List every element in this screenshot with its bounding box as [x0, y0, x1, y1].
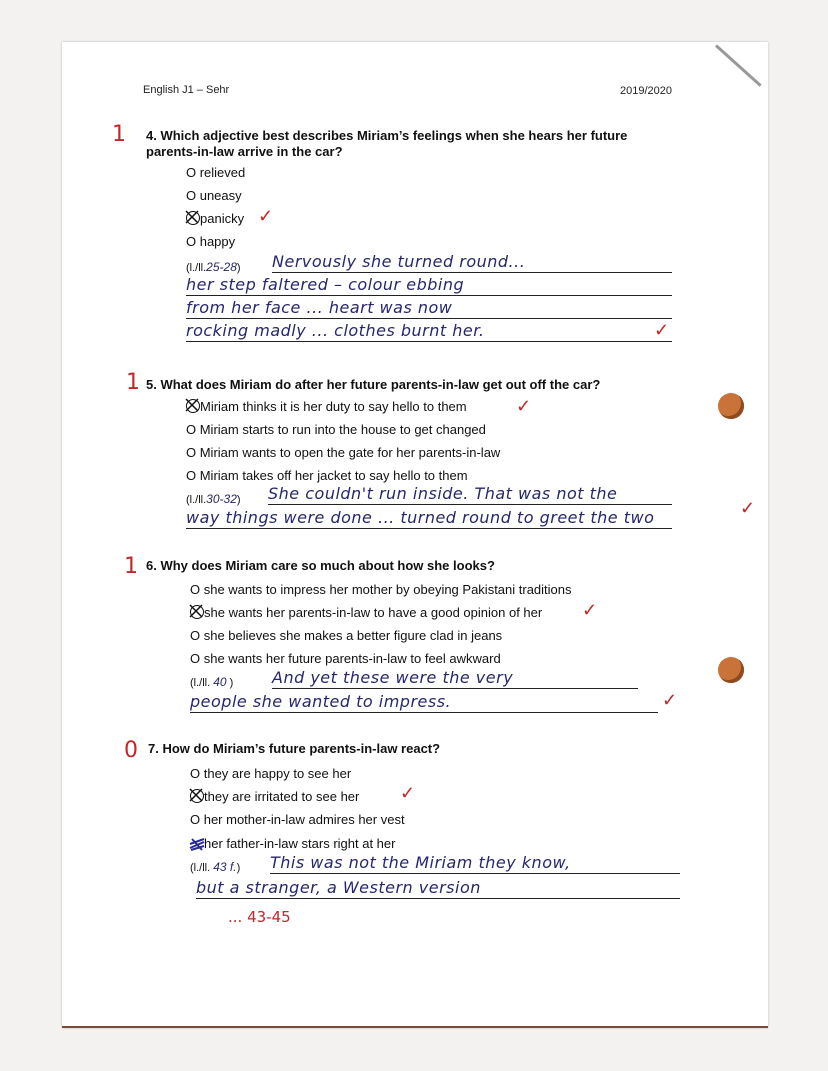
option-label: her father-in-law stars right at her	[204, 836, 396, 851]
crossed-checkbox-icon	[190, 605, 204, 619]
line-numbers-handwritten: 43 f.	[213, 860, 237, 874]
answer-option[interactable]: O she wants her future parents-in-law to feel awkward	[190, 651, 501, 666]
answer-option[interactable]: O her mother-in-law admires her vest	[190, 812, 405, 827]
answer-option[interactable]: O she believes she makes a better figure clad in jeans	[190, 628, 503, 643]
checkmark-icon: ✓	[400, 783, 416, 803]
checkmark-icon: ✓	[516, 396, 532, 416]
option-label: they are irritated to see her	[204, 789, 360, 804]
punch-hole-top	[718, 393, 744, 419]
question-score: 1	[126, 370, 140, 395]
handwritten-answer-line: She couldn't run inside. That was not the	[268, 484, 672, 505]
answer-option[interactable]: O happy	[186, 234, 236, 249]
handwritten-answer-line: people she wanted to impress.	[190, 692, 658, 713]
crossed-checkbox-icon	[186, 399, 200, 413]
question-text: parents-in-law arrive in the car?	[146, 144, 343, 159]
option-label: panicky	[200, 211, 245, 226]
handwritten-answer-line: And yet these were the very	[272, 668, 638, 689]
answer-option[interactable]: O Miriam takes off her jacket to say hello to them	[186, 468, 468, 483]
answer-option-scribbled[interactable]	[190, 836, 395, 851]
checkmark-icon: ✓	[258, 206, 274, 226]
crossed-checkbox-icon	[186, 211, 200, 225]
handwritten-answer-line: This was not the Miriam they know,	[270, 853, 680, 874]
line-reference: (l./ll.25-28)	[186, 260, 241, 274]
checkmark-icon: ✓	[654, 320, 670, 340]
answer-option[interactable]: O Miriam wants to open the gate for her parents-in-law	[186, 445, 501, 460]
checkmark-icon: ✓	[582, 600, 598, 620]
question-text: 5. What does Miriam do after her future parents-in-law get out off the car?	[146, 377, 601, 392]
school-year: 2019/2020	[620, 85, 672, 97]
question-score: 1	[112, 122, 126, 147]
answer-option[interactable]: O uneasy	[186, 188, 242, 203]
answer-option[interactable]: O they are happy to see her	[190, 766, 352, 781]
line-reference: (l./ll. 43 f.)	[190, 860, 241, 874]
answer-option[interactable]: O relieved	[186, 165, 246, 180]
answer-option-selected[interactable]	[190, 789, 359, 804]
teacher-note: ... 43-45	[228, 908, 291, 926]
answer-option[interactable]: O she wants to impress her mother by obeying Pakistani traditions	[190, 582, 572, 597]
crossed-checkbox-icon	[190, 789, 204, 803]
scribbled-checkbox-icon	[190, 838, 204, 850]
handwritten-answer-line: Nervously she turned round...	[272, 252, 672, 273]
question-score: 0	[124, 738, 138, 763]
answer-option-selected[interactable]	[186, 399, 467, 414]
answer-option-selected[interactable]	[190, 605, 542, 620]
course-label: English J1 – Sehr	[143, 84, 230, 96]
line-numbers-handwritten: 25-28	[206, 260, 237, 274]
checkmark-icon: ✓	[662, 690, 678, 710]
line-numbers-handwritten: 40	[213, 675, 227, 689]
handwritten-answer-line: rocking madly ... clothes burnt her.	[186, 321, 672, 342]
line-reference: (l./ll. 40 )	[190, 675, 234, 689]
question-score: 1	[124, 554, 138, 579]
handwritten-answer-line: her step faltered – colour ebbing	[186, 275, 672, 296]
option-label: she wants her parents-in-law to have a good opinion of her	[204, 605, 543, 620]
handwritten-answer-line: way things were done ... turned round to greet the two	[186, 508, 672, 529]
punch-hole-bottom	[718, 657, 744, 683]
question-text: 6. Why does Miriam care so much about how she looks?	[146, 558, 495, 573]
question-text: 4. Which adjective best describes Miriam’s feelings when she hears her future	[146, 128, 628, 143]
checkmark-icon: ✓	[740, 498, 756, 518]
handwritten-answer-line: but a stranger, a Western version	[196, 878, 680, 899]
option-label: Miriam thinks it is her duty to say hello to them	[200, 399, 467, 414]
line-numbers-handwritten: 30-32	[206, 492, 237, 506]
question-text: 7. How do Miriam’s future parents-in-law react?	[148, 741, 441, 756]
handwritten-answer-line: from her face ... heart was now	[186, 298, 672, 319]
answer-option-selected[interactable]	[186, 211, 244, 226]
line-reference: (l./ll.30-32)	[186, 492, 241, 506]
answer-option[interactable]: O Miriam starts to run into the house to get changed	[186, 422, 486, 437]
